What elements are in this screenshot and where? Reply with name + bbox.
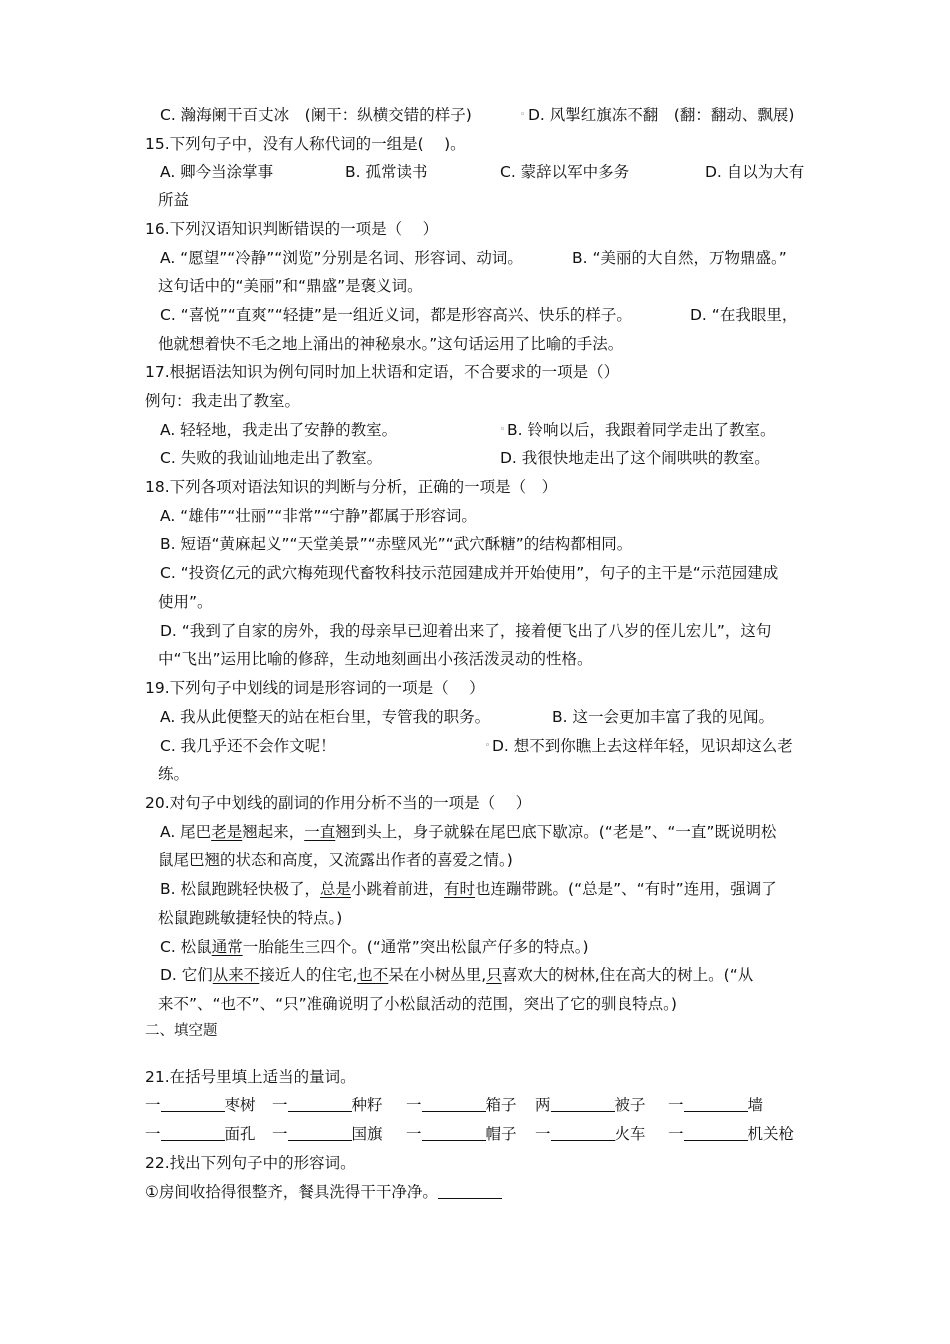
q18-stem [0,473,950,501]
question-21: 21.在括号里填上适当的量词。 [145,1068,356,1086]
option-b: B. 这一会更加丰富了我的见闻。 [552,708,774,726]
text-segment: C. 松鼠 [160,938,212,956]
text-segment: 呆在小树丛里, [388,966,487,984]
option-b-cont: 这句话中的“美丽”和“鼎盛”是褒义词。 [158,277,423,295]
q20-option-b [0,875,950,903]
answer-blank[interactable] [422,1122,486,1141]
q15-stem [0,130,950,158]
option-b: B. 铃响以后，我跟着同学走出了教室。 [507,421,776,439]
underlined-word: 通常 [211,938,243,956]
sentence-item [145,1178,502,1206]
q18-option-d [0,617,950,645]
option-d-cont: 所益 [158,191,190,209]
option-a: A. 轻轻地，我走出了安静的教室。 [160,421,398,439]
q17-options-cd [0,444,950,472]
example-sentence: 例句：我走出了教室。 [145,392,301,410]
q20-option-d-cont [0,990,950,1018]
prefix: 一 [668,1125,684,1143]
prefix: 一 [406,1125,422,1143]
option-a-cont: 鼠尾巴翘的状态和高度，又流露出作者的喜爱之情。) [158,851,513,869]
noun: 墙 [747,1096,764,1114]
question-22: 22.找出下列句子中的形容词。 [145,1154,356,1172]
q20-option-a [0,818,950,846]
fill-item [145,1091,256,1119]
underlined-word: 从来不 [212,966,260,984]
option-c-line [160,933,589,961]
option-c: C. “投资亿元的武穴梅苑现代畜牧科技示范园建成并开始使用”，句子的主干是“示范园建成 [160,564,779,582]
q19-stem [0,674,950,702]
text-segment: 也连蹦带跳。(“总是”、“有时”连用，强调了 [475,880,777,898]
fill-item [535,1091,646,1119]
option-a: A. “雄伟”“壮丽”“非常”“宁静”都属于形容词。 [160,507,477,525]
option-a: A. “愿望”“冷静”“浏览”分别是名词、形容词、动词。 [160,249,523,267]
option-a: A. 我从此便整天的站在柜台里，专管我的职务。 [160,708,491,726]
option-c: C. 瀚海阑干百丈冰 (阑干：纵横交错的样子) [160,106,472,124]
q18-option-b [0,530,950,558]
prefix: 一 [272,1125,288,1143]
prefix: 一 [668,1096,684,1114]
q22-stem [0,1149,950,1177]
option-d-cont: 中“飞出”运用比喻的修辞，生动地刻画出小孩活泼灵动的性格。 [158,650,593,668]
q21-stem [0,1063,950,1091]
text-segment: 小跳着前进， [351,880,445,898]
text-segment: A. 尾巴 [160,823,212,841]
answer-blank[interactable] [288,1093,352,1112]
prefix: 一 [535,1125,551,1143]
fill-item [406,1091,517,1119]
option-d: D. “在我眼里， [690,306,798,324]
option-a: A. 卿今当涂掌事 [160,163,274,181]
option-c-cont: 使用”。 [158,593,213,611]
q18-option-c-cont [0,588,950,616]
text-segment: 接近人的住宅, [259,966,358,984]
option-d: D. “我到了自家的房外，我的母亲早已迎着出来了，接着便飞出了八岁的侄儿宏儿”，这句 [160,622,772,640]
q17-example [0,387,950,415]
prefix: 一 [145,1125,161,1143]
q17-stem [0,358,950,386]
question-15: 15.下列句子中，没有人称代词的一组是( )。 [145,135,466,153]
answer-blank[interactable] [422,1093,486,1112]
answer-blank[interactable] [684,1093,748,1112]
fill-item [272,1120,383,1148]
prefix: 一 [272,1096,288,1114]
option-d: D. 自以为大有 [705,163,805,181]
q20-option-a-cont [0,846,950,874]
text-segment: 喜欢大的树林,住在高大的树上。(“从 [501,966,754,984]
q18-option-c [0,559,950,587]
underlined-word: 有时 [444,880,476,898]
option-b-cont: 松鼠跑跳敏捷轻快的特点。) [158,909,343,927]
option-b-line [160,875,777,903]
text-segment: 一胎能生三四个。(“通常”突出松鼠产仔多的特点。) [242,938,589,956]
q16-options-cd [0,301,950,329]
option-d-cont: 他就想着快不毛之地上涌出的神秘泉水。”这句话运用了比喻的手法。 [158,335,624,353]
q16-stem [0,215,950,243]
prefix: 一 [145,1096,161,1114]
option-b: B. 孤常读书 [345,163,428,181]
q19-options-ab [0,703,950,731]
option-d-cont: 练。 [158,765,190,783]
underlined-word: 总是 [320,880,352,898]
answer-blank[interactable] [288,1122,352,1141]
fill-item [145,1120,256,1148]
answer-blank[interactable] [161,1093,225,1112]
fill-item [272,1091,383,1119]
option-c: C. “喜悦”“直爽”“轻捷”是一组近义词，都是形容高兴、快乐的样子。 [160,306,632,324]
answer-blank[interactable] [551,1122,615,1141]
underlined-word: 也不 [357,966,389,984]
answer-blank[interactable] [161,1122,225,1141]
noun: 被子 [614,1096,646,1114]
text-segment: 翘起来， [242,823,305,841]
section-title: 二、填空题 [145,1023,218,1039]
underlined-word: 老是 [211,823,243,841]
sentence-text: ①房间收拾得很整齐，餐具洗得干干净净。 [145,1183,438,1201]
q21-row-1 [0,1091,950,1119]
option-d-line [160,961,753,989]
prefix: 两 [535,1096,551,1114]
noun: 火车 [614,1125,646,1143]
option-c: C. 失败的我讪讪地走出了教室。 [160,449,383,467]
question-16: 16.下列汉语知识判断错误的一项是（ ） [145,220,439,238]
q19-options-cd [0,732,950,760]
prefix: 一 [406,1096,422,1114]
option-d: D. 我很快地走出了这个闹哄哄的教室。 [500,449,770,467]
q19-option-d-cont [0,760,950,788]
fill-item [535,1120,646,1148]
fill-item [406,1120,517,1148]
q16-option-d-cont [0,330,950,358]
option-d-cont: 来不”、“也不”、“只”准确说明了小松鼠活动的范围，突出了它的驯良特点。) [158,995,677,1013]
q16-option-b-cont [0,272,950,300]
section-heading [0,1017,950,1045]
fill-item [668,1091,763,1119]
question-17: 17.根据语法知识为例句同时加上状语和定语，不合要求的一项是（） [145,363,620,381]
noun: 枣树 [224,1096,256,1114]
noun: 种籽 [351,1096,383,1114]
q14-options-cd [0,101,950,129]
underlined-word: 只 [486,966,502,984]
answer-blank[interactable] [438,1180,502,1199]
answer-blank[interactable] [684,1122,748,1141]
question-18: 18.下列各项对语法知识的判断与分析，正确的一项是（ ） [145,478,558,496]
text-segment: B. 松鼠跑跳轻快极了， [160,880,320,898]
noun: 国旗 [351,1125,383,1143]
option-c: C. 我几乎还不会作文呢！ [160,737,336,755]
q20-stem [0,789,950,817]
text-segment: D. 它们 [160,966,213,984]
anchor-mark: ◦ [485,741,491,751]
option-d: D. 想不到你瞧上去这样年轻，见识却这么老 [492,737,793,755]
q21-row-2 [0,1120,950,1148]
option-b: B. “美丽的大自然，万物鼎盛。” [572,249,787,267]
answer-blank[interactable] [551,1093,615,1112]
noun: 面孔 [224,1125,256,1143]
q16-options-ab [0,244,950,272]
option-d: D. 风掣红旗冻不翻 (翻：翻动、飘展) [528,106,795,124]
noun: 箱子 [485,1096,517,1114]
question-19: 19.下列句子中划线的词是形容词的一项是（ ） [145,679,485,697]
q15-continuation [0,186,950,214]
q18-option-a [0,502,950,530]
noun: 机关枪 [747,1125,795,1143]
q17-options-ab [0,416,950,444]
q20-option-c [0,933,950,961]
q20-option-d [0,961,950,989]
q20-option-b-cont [0,904,950,932]
q15-options [0,158,950,186]
option-a-line [160,818,776,846]
fill-item [668,1120,794,1148]
q18-option-d-cont [0,645,950,673]
anchor-mark: ◦ [500,425,506,435]
anchor-mark: ◦ [520,110,526,120]
q22-sentence [0,1178,950,1206]
noun: 帽子 [485,1125,517,1143]
text-segment: 翘到头上，身子就躲在尾巴底下歇凉。(“老是”、“一直”既说明松 [335,823,777,841]
option-c: C. 蒙辞以军中多务 [500,163,630,181]
underlined-word: 一直 [304,823,336,841]
option-b: B. 短语“黄麻起义”“天堂美景”“赤壁风光”“武穴酥糖”的结构都相同。 [160,535,633,553]
question-20: 20.对句子中划线的副词的作用分析不当的一项是（ ） [145,794,532,812]
